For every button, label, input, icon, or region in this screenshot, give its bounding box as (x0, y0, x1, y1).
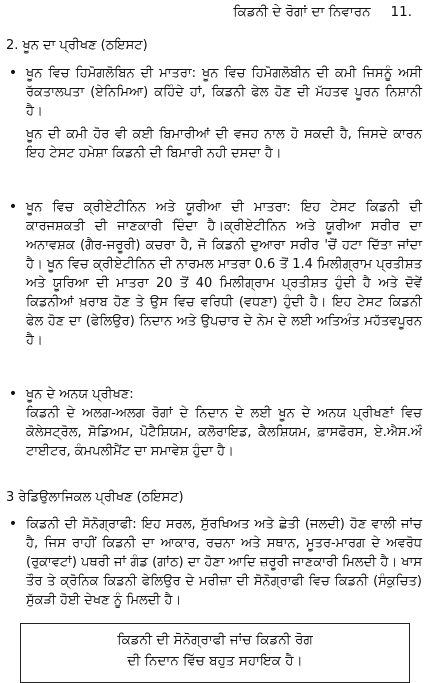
item-text-continued: ਖੂਨ ਦੀ ਕਮੀ ਹੋਰ ਵੀ ਕਈ ਬਿਮਾਰੀਆਂ ਦੀ ਵਜਹ ਨਾਲ ਹੋ ਸਕਦੀ ਹੈ, ਜਿਸਦੇ ਕਾਰਨ ਇਹ ਟੇਸਟ ਹਮੇਸ਼ਾ ਕਿਡਨੀ ਦੀ ਬਿਮਾਰੀ ਨਹੀ ਦਸਦਾ ਹੈ। (26, 127, 422, 161)
bullet-icon: • (8, 199, 18, 215)
list-item (6, 64, 422, 163)
item-text: ਖੂਨ ਵਿਚ ਕ੍ਰੀਏਟੀਨਿਨ ਅਤੇ ਯੂਰੀਆ ਦੀ ਮਾਤਰਾ: ਇਹ ਟੇਸਟ ਕਿਡਨੀ ਦੀ ਕਾਰਜਸ਼ਕਤੀ ਦੀ ਜਾਣਕਾਰੀ ਦਿੰਦਾ ਹੈ।ਕ੍ਰੀਏਟੀਨਿਨ ਅਤੇ ਯੂਰੀਆ ਸਰੀਰ ਦਾ ਅਨਾਵਸ਼ਕ (ਗੈਰ-ਜਰੂਰੀ) ਕਚਰਾ ਹੈ, ਜੋ ਕਿਡਨੀ ਦੁਆਰਾ ਸਰੀਰ 'ਚੋਂ ਹਟਾ ਦਿੱਤਾ ਜਾਂਦਾ ਹੈ। ਖੂਨ ਵਿਚ ਕ੍ਰੀਏਟੀਨਿਨ ਦੀ ਨਾਰਮਲ ਮਾਤਰਾ 0.6 ਤੋਂ 1.4 ਮਿਲੀਗ੍ਰਾਮ ਪ੍ਰਤੀਸ਼ਤ ਅਤੇ ਯੂਰਿਆ ਦੀ ਮਾਤਰਾ 20 ਤੋਂ 40 ਮਿਲੀਗ੍ਰਾਮ ਪ੍ਰਤੀਸ਼ਤ ਹੁੰਦੀ ਹੈ ਅਤੇ ਦੋਵੇਂ ਕਿਡਨੀਆਂ ਖ਼ਰਾਬ ਹੋਣ ਤੇ ਉਸ ਵਿਚ ਵਰਿਧੀ (ਵਧਣਾ) ਹੁੰਦੀ ਹੈ। ਇਹ ਟੇਸਟ ਕਿਡਨੀ ਫੇਲ ਹੋਣ ਦਾ (ਫੇਲਿਉਰ) ਨਿਦਾਨ ਅਤੇ ਉਪਚਾਰ ਦੇ ਨੇਮ ਦੇ ਲਈ ਅਤਿਅੰਤ ਮਹੱਤਵਪੂਰਨ ਹੈ। (26, 200, 422, 348)
bullet-icon: • (8, 65, 18, 81)
item-text: ਖੂਨ ਦੇ ਅਨਯ ਪ੍ਰੀਖਣ: (26, 387, 134, 402)
bullet-icon: • (8, 516, 18, 532)
list-item (6, 385, 422, 461)
item-text: ਖੂਨ ਵਿਚ ਹਿਮੋਗਲੋਬਿਨ ਦੀ ਮਾਤਰਾ: ਖੂਨ ਵਿਚ ਹਿਮੋਗਲੋਬੀਨ ਦੀ ਕਮੀ ਜਿਸਨੂੰ ਅਸੀ ਰੱਕਤਾਲਪਤਾ (ਏਨਿਮਿਆ) ਕਹਿੰਦੇ ਹਾਂ, ਕਿਡਨੀ ਫੇਲ ਹੋਣ ਦੀ ਮੱਹਤਵ ਪੂਰਨ ਨਿਸ਼ਾਨੀ ਹੈ। (26, 66, 422, 119)
highlight-box (20, 623, 410, 683)
running-title: ਕਿਡਨੀ ਦੇ ਰੋਗਾਂ ਦਾ ਨਿਵਾਰਨ (233, 4, 371, 20)
highlight-line: ਦੀ ਨਿਦਾਨ ਵਿੱਚ ਬਹੁਤ ਸਹਾਇਕ ਹੈ। (127, 653, 303, 669)
bullet-icon: • (8, 386, 18, 402)
page-number: 11. (390, 4, 412, 20)
highlight-line: ਕਿਡਨੀ ਦੀ ਸੋਨੋਗ੍ਰਾਫੀ ਜਾਂਚ ਕਿਡਨੀ ਰੋਗ (117, 632, 313, 648)
section-heading-blood-test: 2. ਖੂਨ ਦਾ ਪ੍ਰੀਖਣ (ਠਇਸਟ) (6, 38, 148, 53)
item-text-continued: ਕਿਡਨੀ ਦੇ ਅਲਗ-ਅਲਗ ਰੋਗਾਂ ਦੇ ਨਿਦਾਨ ਦੇ ਲਈ ਖੂਨ ਦੇ ਅਨਯ ਪ੍ਰੀਖਣਾਂ ਵਿਚ ਕੋਲੇਸਟ੍ਰੋਲ, ਸੋਡਿਅਮ, ਪੋਟੈਸ਼ਿਯਮ, ਕਲੋਰਾਇਡ, ਕੈਲਸ਼ਿਯਮ, ਫ਼ਾਸਫੋਰਸ, ਏ.ਐਸ.ਔ ਟਾਈਟਰ, ਕੰਮਪਲੀਮੈਂਟ ਦਾ ਸਮਾਵੇਸ਼ ਹੁੰਦਾ ਹੈ। (26, 406, 422, 459)
list-item (6, 515, 422, 610)
item-text: ਕਿਡਨੀ ਦੀ ਸੋਨੋਗ੍ਰਾਫੀ: ਇਹ ਸਰਲ, ਸੁੱਰਖਿਅਤ ਅਤੇ ਛੇਤੀ (ਜਲਦੀ) ਹੋਣ ਵਾਲੀ ਜਾਂਚ ਹੈ, ਜਿਸ ਰਾਹੀਂ ਕਿਡਨੀ ਦਾ ਆਕਾਰ, ਰਚਨਾ ਅਤੇ ਸਥਾਨ, ਮੂਤਰ-ਮਾਰਗ ਦੇ ਅਵਰੋਧ (ਰੁਕਾਵਟਾਂ) ਪਥਰੀ ਜਾਂ ਗੰਡ (ਗਾਂਠ) ਦਾ ਹੋਣਾ ਆਦਿ ਜ਼ਰੂਰੀ ਜਾਣਕਾਰੀ ਮਿਲਦੀ ਹੈ। ਖਾਸ ਤੌਰ ਤੇ ਕ੍ਰੋਨਿਕ ਕਿਡਨੀ ਫੇਲਿਉਰ ਦੇ ਮਰੀਜ਼ਾ ਦੀ ਸੋਨੋਗ੍ਰਾਫੀ ਵਿਚ ਕਿਡਨੀ (ਸੰਕੁਚਿਤ) ਸੁੱਕੜੀ ਹੋਈ ਦੇਖਣ ਨੂੰ ਮਿਲਦੀ ਹੈ। (26, 517, 422, 608)
list-item (6, 198, 422, 350)
section-heading-radiological-test: 3 ਰੇਡਿਉਲਾਜਿਕਲ ਪ੍ਰੀਖਣ (ਠਇਸਟ) (6, 490, 184, 505)
page-header (233, 4, 412, 20)
